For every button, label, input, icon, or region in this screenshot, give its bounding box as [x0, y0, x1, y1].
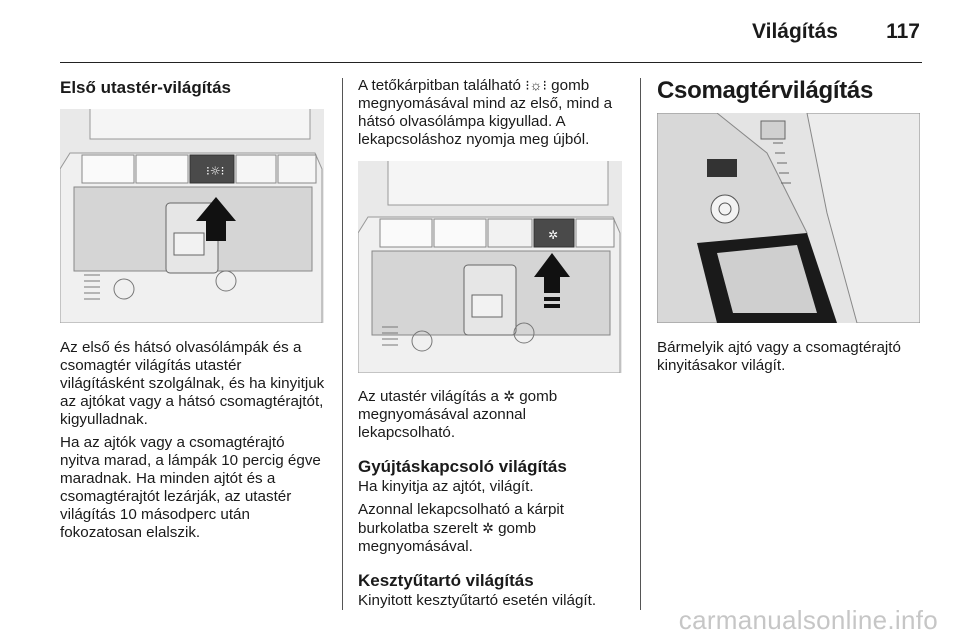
light-off-icon: ✲	[503, 388, 515, 404]
text-paragraph: Bármelyik ajtó vagy a csomagtérajtó kinyitásakor világít.	[657, 339, 901, 374]
section-heading: Csomagtérvilágítás	[657, 77, 874, 104]
light-off-icon: ✲	[482, 520, 494, 536]
text-paragraph	[358, 76, 626, 149]
text-span: Az utastér világítás a	[358, 388, 499, 405]
section-heading: Kesztyűtartó világítás	[358, 571, 534, 590]
text-span: A tetőkárpitban található	[358, 77, 521, 94]
page-header	[60, 0, 922, 63]
column-divider	[342, 78, 343, 610]
page-number: 117	[886, 20, 920, 43]
section-heading: Első utastér-világítás	[60, 78, 232, 97]
svg-text:⁝☼⁝: ⁝☼⁝	[206, 164, 225, 178]
section-heading: Gyújtáskapcsoló világítás	[358, 457, 567, 476]
text-span: gomb megnyomásával azonnal lekapcsolható.	[358, 388, 558, 441]
luggage-compartment-light-illustration	[657, 113, 920, 323]
front-light-figure	[60, 109, 324, 323]
text-paragraph	[358, 387, 626, 442]
column-divider	[640, 78, 641, 610]
interior-light-button-illustration	[358, 161, 622, 373]
button-figure	[358, 161, 622, 373]
luggage-light-figure	[657, 113, 920, 323]
front-interior-light-panel-illustration	[60, 109, 324, 323]
all-lights-icon: ⁝☼⁝	[525, 77, 547, 93]
text-paragraph	[358, 501, 626, 556]
column-luggage-light	[657, 76, 925, 375]
text-paragraph: Ha az ajtók vagy a csomagtérajtó nyitva marad, a lámpák 10 percig égve maradnak. Ha minden ajtót és a csomagtérajtót lezárják, az utastér világítás 10 másodperc után fokozatosan elalszik.	[60, 434, 321, 541]
text-paragraph: Ha kinyitja az ajtót, világít.	[358, 478, 534, 495]
text-span: Azonnal lekapcsolható a kárpit burkolatba szerelt	[358, 501, 565, 537]
section-title: Világítás	[752, 20, 838, 43]
text-span: gomb megnyomásával mind az első, mind a hátsó olvasólámpa kigyullad. A lekapcsoláshoz nyomja meg újból.	[358, 77, 613, 148]
column-controls	[358, 76, 626, 610]
text-paragraph: Az első és hátsó olvasólámpák és a csomagtér világítás utastér világításként szolgálnak, és ha kinyitjuk az ajtókat vagy a hátsó csomagtérajtót, kigyulladnak.	[60, 339, 325, 428]
svg-text:✲: ✲	[548, 228, 559, 242]
text-span: gomb megnyomásával.	[358, 520, 537, 555]
text-paragraph: Kinyitott kesztyűtartó esetén világít.	[358, 592, 597, 609]
column-front-light	[60, 76, 328, 542]
watermark: carmanualsonline.info	[678, 605, 938, 635]
